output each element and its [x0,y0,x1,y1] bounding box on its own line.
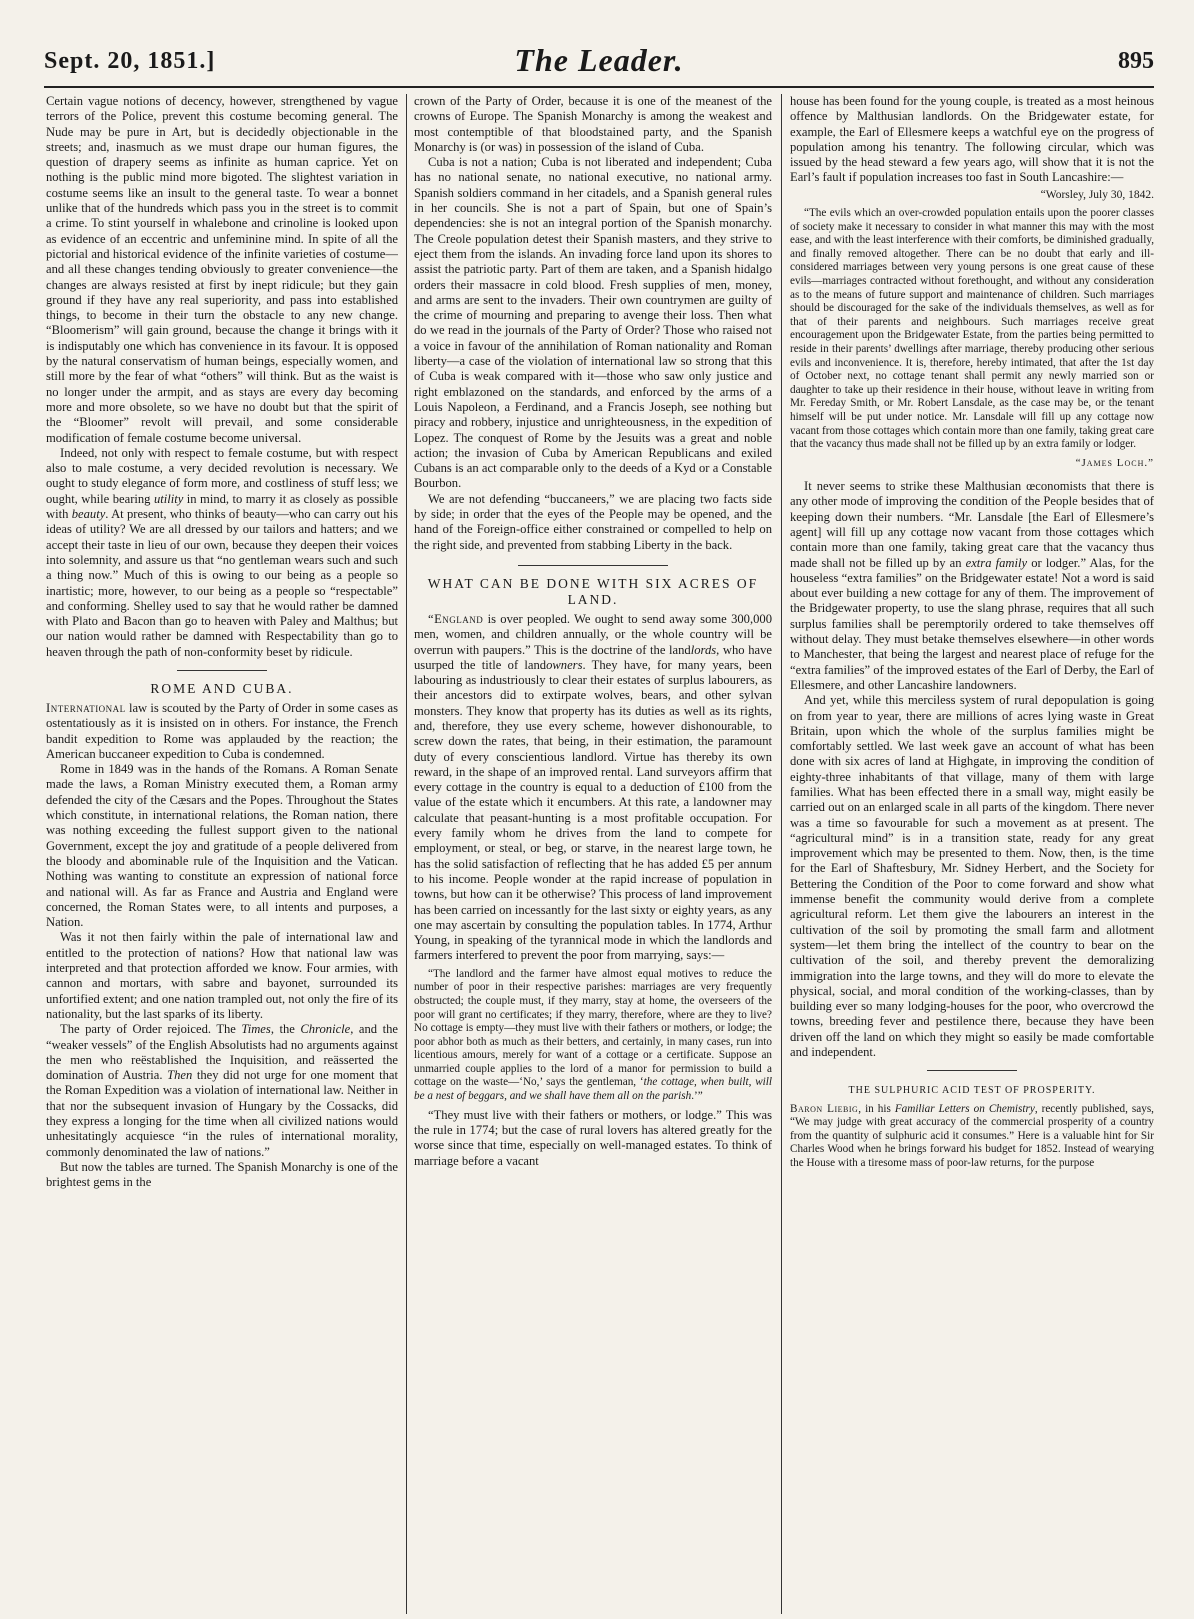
section-divider [177,670,267,671]
page-number: 895 [1118,48,1154,74]
paragraph-cuba-not-nation: Cuba is not a nation; Cuba is not liberated and independent; Cuba has no national senate, no national executive, no national army. Spanish soldiers command in her citadels, and a Spanish general rules in her councils. She is not a part of Spain, but one of Spain’s dependencies: she is not an integral portion of the Spanish monarchy. The Creole population detest their Spanish masters, and they strive to eject them from the islands. An invading force land upon its shores to assist the patriotic party. Part of them are taken, and a Spanish hidalgo orders their massacre in cold blood. Fresh supplies of men, money, and arms are sent to the invaders. Their own countrymen are guilty of the crime of mourning and preparing to avenge their loss. Then what do we read in the journals of the Party of Order? Those who raised not a voice in favour of the annihilation of Roman nationality and Roman liberty—a case of the violation of international law so strong that this of Cuba is weak compared with it—those who saw only justice and right emblazoned on the standards, and enforced by the arms of a Louis Napoleon, a Ferdinand, and a Francis Joseph, see nothing but piracy and robbery, injustice and unrighteousness, in the expedition of Lopez. The conquest of Rome by the Jesuits was a great and noble action; the invasion of Cuba by American Republicans and exiled Cubans is an act comparable only to the deeds of a Kyd or a Constable Bourbon. [414,155,772,491]
column-3 [790,94,1154,1614]
paragraph-buccaneers: We are not defending “buccaneers,” we are placing two facts side by side; in order that the eyes of the People may be opened, and the hand of the Foreign-office either constrained or compelled to help on the right side, and prevented from stabbing Liberty in the back. [414,491,772,552]
section-divider [518,565,668,566]
paragraph-england-overpeopled: “England is over peopled. We ought to send away some 300,000 men, women, and children annually, or the whole country will be overrun with paupers.” This is the doctrine of the landlords, who have usurped the title of landowners. They have, for many years, been labouring as industriously to clear their estates of surplus labourers, as their ancestors did to extirpate wolves, bears, and other sylvan monsters. They know that property has its duties as well as its rights, and, therefore, they use every scheme, however dishonourable, to screw down the rates, that being, in their estimation, the paramount duty of every conscientious landlord. Virtue has thereby its own reward, in the shape of an improved rental. Land surveyors affirm that every cottage in the country is equal to a deduction of £100 from the value of the estate which it encumbers. At this rate, a landowner may calculate that peasant-hunting is a most profitable occupation. For every family whom he drives from the land to compete for employment, or steal, or beg, or starve, in the nearest large town, he has the solid satisfaction of reflecting that he has added £5 per annum to his income. People wonder at the rapid increase of population in towns, but how can it be otherwise? This process of land improvement has been carried on incessantly for the last sixty or eighty years, as any one may ascertain by consulting the population tables. In 1774, Arthur Young, in speaking of the tyrannical mode in which the landlords and farmers interfered to prevent the poor from marrying, says:— [414,611,772,963]
paragraph-international-law: International law is scouted by the Party of Order in some cases as ostentatiously as it is insisted on in others. For instance, the French bandit expedition to Rome was applauded by the reaction; the American buccaneer expedition to Cuba is condemned. [46,700,398,761]
newspaper-title: The Leader. [514,42,684,78]
heading-six-acres: WHAT CAN BE DONE WITH SIX ACRES OF LAND. [427,575,759,607]
masthead-rule [44,86,1154,88]
paragraph-party-of-order: The party of Order rejoiced. The Times, the Chronicle, and the “weaker vessels” of the English Absolutists had no arguments against the men who reëstablished the Inquisition, and reässerted the domination of Austria. Then they did not urge for one moment that the Roman Expedition was a violation of international law. Neither in that nor the subsequent invasion of Hungary by the Cossacks, did they express a longing for the time when all civilized nations would unhesitatingly acquiesce “in the rules of international morality, commonly denominated the law of nations.” [46,1022,398,1159]
circular-signature: “James Loch.” [1075,456,1154,469]
column-divider-1 [406,94,407,1614]
paragraph-pale-of-law: Was it not then fairly within the pale of international law and entitled to the protection of nations? How that national law was interpreted and that protection afforded we know. Four armies, with cannon and mortars, with sabre and bayonet, surrounded its unfortified extent; and one nation trampled out, not only the fire of its nationality, but the last sparks of its liberty. [46,930,398,1021]
paragraph-malthusian: It never seems to strike these Malthusian œconomists that there is any other mode of improving the condition of the People besides that of keeping down their numbers. “Mr. Lansdale [the Earl of Ellesmere’s agent] will fill up any cottage now vacant from those cottages which contain more than one family, taking great care that the vacancy thus made shall not be filled up by an extra family or lodger.” Alas, for the houseless “extra families” on the Bridgewater estate! Not a word is said about ever building a new cottage for any of them. The improvement of the Bridgewater property, to use the slang phrase, requires that all such surplus families shall be peremptorily ordered to take themselves off without delay. They must betake themselves elsewhere—in other words to Manchester, that being the largest and nearest place of refuge for the “extra families” of the improved estates of the Earl of Derby, the Earl of Ellesmere, and other Lancashire landowners. [790,479,1154,692]
paragraph-baron-liebig: Baron Liebig, in his Familiar Letters on Chemistry, recently published, says, “We may judge with great accuracy of the commercial prosperity of a country from the quantity of sulphuric acid it consumes.” Here is a valuable hint for Sir Charles Wood when he brings forward his budget for 1852. Instead of wearying the House with a tiresome mass of poor-law returns, for the purpose [790,1102,1154,1170]
issue-date: Sept. 20, 1851.] [44,48,216,74]
paragraph-crown: crown of the Party of Order, because it is one of the meanest of the crowns of Europe. The Spanish Monarchy is among the weakest and most contemptible of that bloodstained party, and the Spanish Monarchy is (or was) in possession of the island of Cuba. [414,94,772,154]
masthead [44,40,1154,84]
heading-sulphuric-acid: THE SULPHURIC ACID TEST OF PROSPERITY. [848,1085,1096,1097]
section-divider [927,1070,1017,1071]
heading-rome-and-cuba: ROME AND CUBA. [150,680,294,696]
circular-dateline: “Worsley, July 30, 1842. [1040,188,1154,201]
quote-circular: “The evils which an over-crowded population entails upon the poorer classes of society make it necessary to consider in what manner this may with the most ease, and with the least interference with their comforts, be diminished gradually, and finally removed altogether. There can be no doubt that early and ill-considered marriages between very young persons is one great cause of these evils—marriages contracted without forethought, and without any consideration as to the means of future support and maintenance of children. Such marriages should be discouraged for the sake of the individuals themselves, as well as for that of their parents and neighbours. Such marriages receive great encouragement upon the Bridgewater Estate, from the parties being permitted to reside in their parents’ dwellings after marriage, thereby producing other serious evils and inconvenience. It is, therefore, hereby intimated, that after the 1st day of October next, no cottage tenant shall permit any newly married son or daughter to take up their residence in their house, without leave in writing from Mr. Fereday Smith, or Mr. Robert Lansdale, as the case may be, or the tenant himself will be put under notice. Mr. Lansdale will fill up any cottage now vacant from those cottages which contain more than one family, taking great care that the vacancy thus made shall not be filled up by an extra family or lodger. [790,207,1154,451]
quote-arthur-young: “The landlord and the farmer have almost equal motives to reduce the number of poor in their respective parishes: marriages are very frequently obstructed; the couple must, if they marry, stay at home, the overseers of the poor will grant no certificates; if they marry, therefore, where are they to live? No cottage is empty—they must live with their fathers or mothers, or lodge; the poor abhor both as much as their betters, and certainly, in many cases, run into licentious amours, merely for want of a cottage or a certificate. Suppose an unmarried couple applies to the lord of a manor for permission to build a cottage on the waste—‘No,’ says the gentleman, ‘the cottage, when built, will be a nest of beggars, and we shall have them all on the parish.’” [414,967,772,1103]
paragraph-rome-1849: Rome in 1849 was in the hands of the Romans. A Roman Senate made the laws, a Roman Ministry executed them, a Roman army defended the city of the Cæsars and the Popes. Throughout the States which constitute, in international relations, the Roman nation, there was nothing exceeding the fullest support given to the national Government, except the joy and gratitude of a people delivered from the bloody and abominable rule of the Inquisition and the Vatican. Nothing was wanting to constitute an expression of national force and national will. As far as France and Austria and England were concerned, the Roman States were, to all intents and purposes, a Nation. [46,762,398,930]
paragraph-male-costume: Indeed, not only with respect to female costume, but with respect also to male costume, a very decided revolution is necessary. We ought to study elegance of form more, and costliness of stuff less; we ought, while bearing utility in mind, to marry it as closely as possible with beauty. At present, who thinks of beauty—who can carry out his ideas of utility? We are all dressed by our tailors and hatters; and we accept their taste in lieu of our own, because they deepen their voices into solemnity, and assure us that “no gentleman wears such and such a thing now.” Much of this is owing to our being as a people so inartistic; more, however, to our being as a people so “respectable” and conforming. Shelley used to say that he would rather be damned with Plato and Bacon than go to heaven with Paley and Malthus; but our nation would rather be damned with Respectability than go to heaven through the path of non-conformity beset by ridicule. [46,445,398,659]
column-1 [46,94,398,1614]
paragraph-tables-turned: But now the tables are turned. The Spanish Monarchy is one of the brightest gems in the [46,1159,398,1190]
column-divider-2 [781,94,782,1614]
paragraph-rural-lovers: “They must live with their fathers or mothers, or lodge.” This was the rule in 1774; but the case of rural lovers has altered greatly for the worse since that time, especially on well-managed estates. To think of marriage before a vacant [414,1107,772,1168]
column-2 [414,94,772,1614]
paragraph-and-yet: And yet, while this merciless system of rural depopulation is going on from year to year, there are millions of acres lying waste in Great Britain, upon which the whole of the surplus families might be comfortably settled. We last week gave an account of what has been done with six acres of land at Highgate, in improving the condition of eighty-three inhabitants of that village, many of them with large families. What has been effected there in a small way, might easily be carried out on an enlarged scale in all parts of the kingdom. There never was a time so favourable for such a movement as at present. The “agricultural mind” is in a transition state, ready for any great improvement which may be presented to them. Now, then, is the time for the Earl of Shaftesbury, Mr. Sidney Herbert, and the Society for Bettering the Condition of the Poor to come forward and show what immense benefit the community would derive from a complete agricultural reform. Let them give the labourers an interest in the cultivation of the soil by promoting the small farm and allotment system—let them bring the intellect of the country to bear on the cultivation of the soil, and thereby prevent the demoralizing immigration into the large towns, and they will do more to elevate the physical, social, and moral condition of the working-classes, than by building ever so many lodging-houses for the poor, who overcrowd the towns, breeding fever and pestilence there, because they have been driven off the land on which they might so easily be made comfortable and independent. [790,693,1154,1060]
paragraph-young-couple: house has been found for the young couple, is treated as a most heinous offence by Malthusian landlords. On the Bridgewater estate, for example, the Earl of Ellesmere keeps a watchful eye on the progress of population among his tenantry. The following circular, which was issued by the head steward a few years ago, will show that it is not the Earl’s fault if population increases too fast in South Lancashire:— [790,94,1154,185]
paragraph-costume: Certain vague notions of decency, however, strengthened by vague terrors of the Police, prevent this costume becoming general. The Nude may be pure in Art, but is decidedly objectionable in the streets; and, inasmuch as we must drape our human figures, the question of drapery seems as infinite as human caprice. Yet on nothing is the public mind more bigoted. The slightest variation in costume seems like an insult to the general taste. To wear a bonnet unlike that of the hundreds which pass you in the street is to commit a crime. To stint yourself in whalebone and crinoline is looked upon as evidence of an eccentric and unfeminine mind. In spite of all the pictorial and historical evidence of the infinite varieties of costume—and all these changes tending obviously to greater convenience—the changes are always resisted at first by inept ridicule; but they gain ground if they have any real superiority, and pass into established things, to become in their turn the obstacle to any new change. “Bloomerism” will gain ground, because the change it brings with it is indisputably one which has convenience in its favour. It is opposed by the natural conservatism of human beings, especially women, and still more by the fear of what “others” will think. But as the waist is no longer under the armpit, and as stays are every day becoming more and more obsolete, so we have no doubt but that the spirit of the “Bloomer” revolt will prevail, and some considerable modification of female costume become universal. [46,94,398,445]
